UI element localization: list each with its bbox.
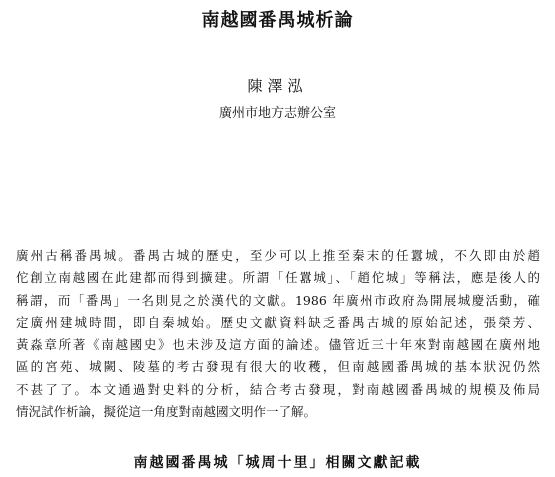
abstract-line: 情況試作析論，擬從這一角度對南越國文明作一了解。 <box>16 404 317 420</box>
abstract-line: 佗創立南越國在此建都而得到擴建。所謂「任囂城」、「趙佗城」等稱法，應是後人的 <box>16 270 540 286</box>
abstract-line: 黃淼章所著《南越國史》也未涉及這方面的論述。儘管近三十年來對南越國在廣州地 <box>16 337 540 353</box>
author-name: 陳澤泓 <box>247 77 308 95</box>
abstract-line: 廣州古稱番禺城。番禺古城的歷史，至少可以上推至秦末的任囂城，不久即由於趙 <box>16 248 540 263</box>
abstract-line: 定廣州建城時間，即自秦城始。歷史文獻資料缺乏番禺古城的原始記述，張榮芳、 <box>16 314 540 330</box>
abstract-line: 區的宮苑、城闕、陵墓的考古發現有很大的收穫，但南越國番禺城的基本狀況仍然 <box>16 359 540 375</box>
author-affiliation: 廣州市地方志辦公室 <box>218 106 336 121</box>
section-heading: 南越國番禺城「城周十里」相關文獻記載 <box>133 455 422 471</box>
abstract-line: 稱謂，而「番禺」一名則見之於漢代的文獻。1986 年廣州市政府為開展城慶活動，確 <box>16 292 540 308</box>
paper-title: 南越國番禺城析論 <box>201 10 354 31</box>
abstract-line: 不甚了了。本文通過對史料的分析，結合考古發現，對南越國番禺城的規模及佈局 <box>16 381 540 397</box>
abstract-paragraph <box>16 245 540 423</box>
